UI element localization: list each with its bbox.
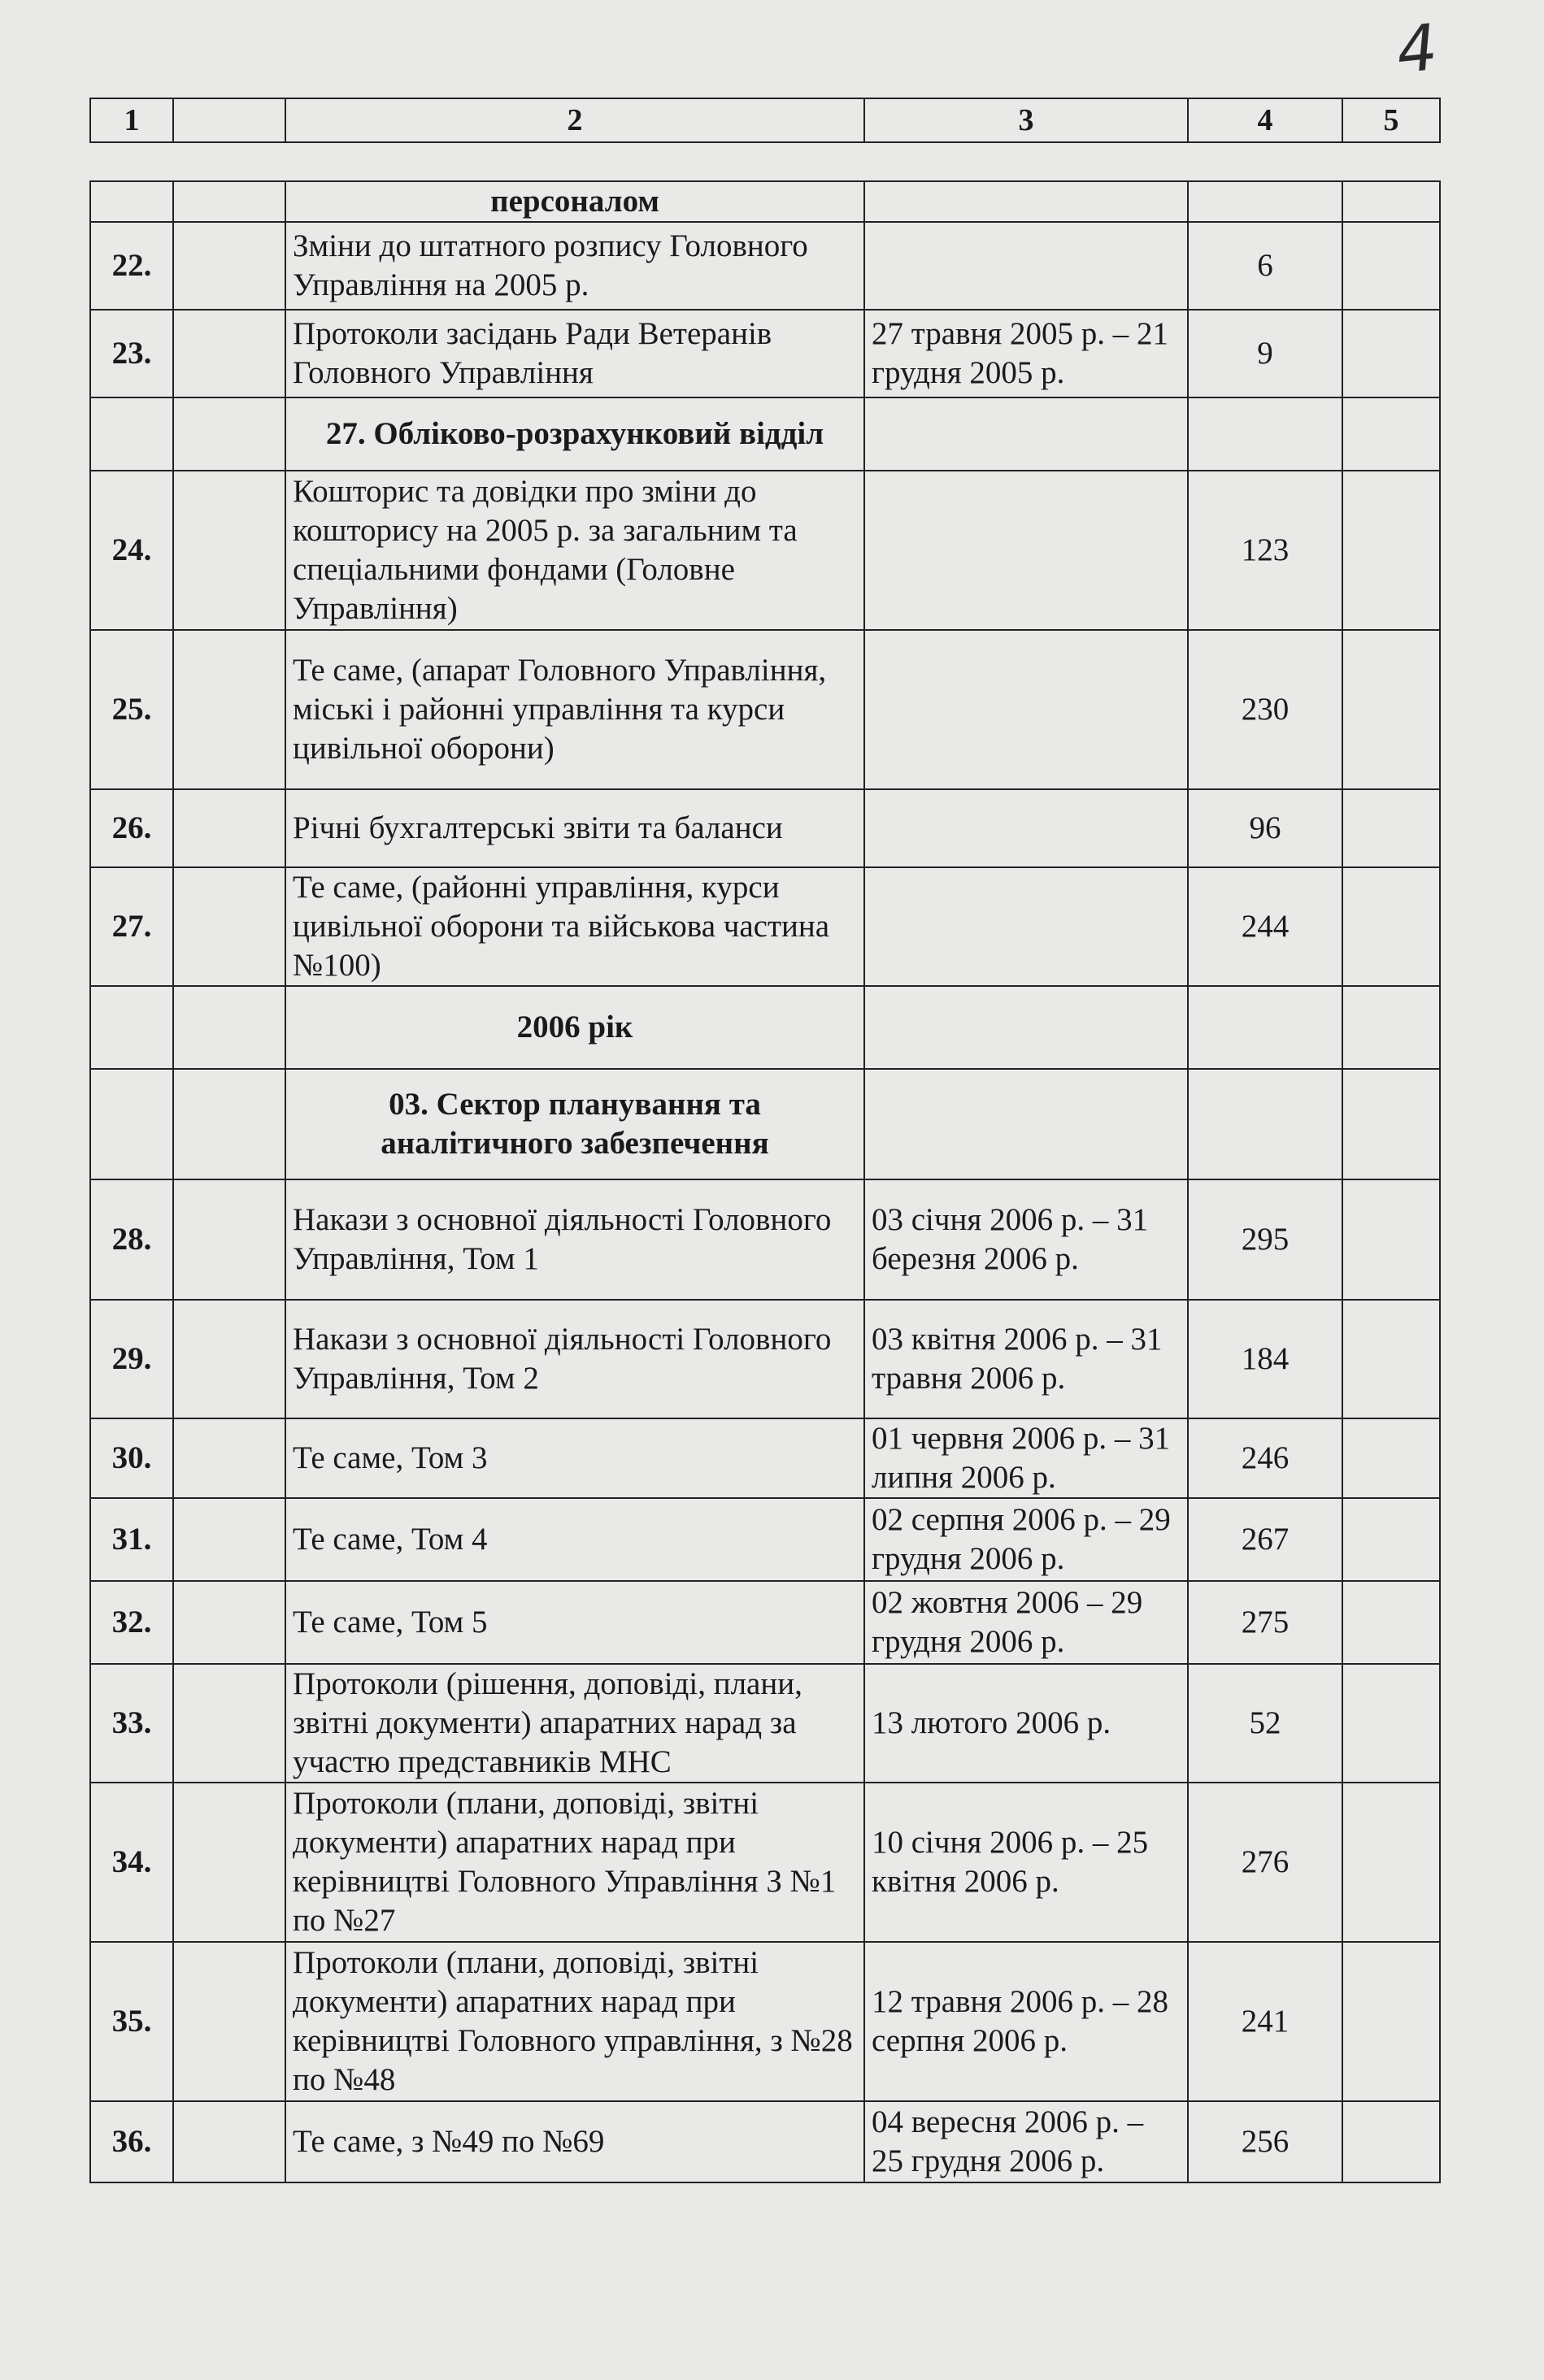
date-range: 12 травня 2006 р. – 28 серпня 2006 р. [864,1942,1188,2101]
date-range: 01 червня 2006 р. – 31 липня 2006 р. [864,1418,1188,1498]
column-header: 2 [285,98,864,142]
section-title: 27. Обліково-розрахунковий відділ [285,397,864,471]
table-row [90,1783,1440,1942]
inventory-table-body [90,181,1440,2182]
row-number: 30. [90,1418,173,1498]
empty-cell [90,397,173,471]
index-cell [173,1300,285,1418]
sheet-count: 123 [1188,471,1342,630]
empty-cell [1342,1069,1440,1179]
date-range: 02 серпня 2006 р. – 29 грудня 2006 р. [864,1498,1188,1581]
notes-cell [1342,1942,1440,2101]
document-title: Те саме, (районні управління, курси цивільної оборони та військова частина №100) [285,867,864,986]
inventory-table [89,180,1441,2183]
date-range: 13 лютого 2006 р. [864,1664,1188,1783]
date-range: 02 жовтня 2006 – 29 грудня 2006 р. [864,1581,1188,1664]
row-number: 35. [90,1942,173,2101]
sheet-count: 96 [1188,789,1342,867]
notes-cell [1342,1783,1440,1942]
sheet-count: 276 [1188,1783,1342,1942]
table-row [90,222,1440,310]
index-cell [173,1942,285,2101]
section-row [90,397,1440,471]
empty-cell [864,397,1188,471]
empty-cell [90,986,173,1069]
index-cell [173,222,285,310]
table-row [90,630,1440,789]
table-row [90,1581,1440,1664]
date-range [864,630,1188,789]
empty-cell [173,1069,285,1179]
column-header: 4 [1188,98,1342,142]
row-number: 27. [90,867,173,986]
section-title: персоналом [285,181,864,222]
table-row [90,1418,1440,1498]
table-row [90,471,1440,630]
table-row [90,1300,1440,1418]
document-title: Протоколи (рішення, доповіді, плани, звітні документи) апаратних нарад за участю представників МНС [285,1664,864,1783]
column-header: 3 [864,98,1188,142]
notes-cell [1342,630,1440,789]
document-title: Те саме, Том 4 [285,1498,864,1581]
sheet-count: 244 [1188,867,1342,986]
sheet-count: 9 [1188,310,1342,397]
document-title: Річні бухгалтерські звіти та баланси [285,789,864,867]
notes-cell [1342,2101,1440,2182]
section-row [90,986,1440,1069]
row-number: 26. [90,789,173,867]
empty-cell [1188,986,1342,1069]
notes-cell [1342,867,1440,986]
notes-cell [1342,1418,1440,1498]
notes-cell [1342,222,1440,310]
sheet-count: 241 [1188,1942,1342,2101]
section-row [90,181,1440,222]
empty-cell [864,986,1188,1069]
sheet-count: 6 [1188,222,1342,310]
sheet-count: 52 [1188,1664,1342,1783]
document-title: Накази з основної діяльності Головного Управління, Том 1 [285,1179,864,1300]
empty-cell [173,397,285,471]
document-title: Протоколи (плани, доповіді, звітні документи) апаратних нарад при керівництві Головного Управління З №1 по №27 [285,1783,864,1942]
notes-cell [1342,471,1440,630]
row-number: 22. [90,222,173,310]
document-title: Кошторис та довідки про зміни до кошторису на 2005 р. за загальним та спеціальними фондами (Головне Управління) [285,471,864,630]
index-cell [173,1581,285,1664]
date-range [864,867,1188,986]
sheet-count: 295 [1188,1179,1342,1300]
notes-cell [1342,310,1440,397]
table-row [90,867,1440,986]
index-cell [173,1664,285,1783]
date-range [864,222,1188,310]
sheet-count: 246 [1188,1418,1342,1498]
row-number: 29. [90,1300,173,1418]
row-number: 33. [90,1664,173,1783]
index-cell [173,2101,285,2182]
page-number: 4 [1393,11,1442,89]
index-cell [173,310,285,397]
sheet-count: 230 [1188,630,1342,789]
row-number: 24. [90,471,173,630]
document-title: Те саме, з №49 по №69 [285,2101,864,2182]
column-header: 1 [90,98,173,142]
document-title: Протоколи (плани, доповіді, звітні документи) апаратних нарад при керівництві Головного управління, з №28 по №48 [285,1942,864,2101]
notes-cell [1342,1179,1440,1300]
empty-cell [1188,1069,1342,1179]
document-title: Зміни до штатного розпису Головного Управління на 2005 р. [285,222,864,310]
date-range [864,471,1188,630]
column-header-blank [173,98,285,142]
section-title: 03. Сектор планування та аналітичного забезпечення [285,1069,864,1179]
index-cell [173,789,285,867]
date-range: 04 вересня 2006 р. – 25 грудня 2006 р. [864,2101,1188,2182]
row-number: 28. [90,1179,173,1300]
empty-cell [1342,397,1440,471]
column-header: 5 [1342,98,1440,142]
empty-cell [1188,397,1342,471]
row-number: 31. [90,1498,173,1581]
document-title: Те саме, Том 3 [285,1418,864,1498]
index-cell [173,867,285,986]
index-cell [173,1783,285,1942]
table-row [90,789,1440,867]
date-range [864,789,1188,867]
section-row [90,1069,1440,1179]
section-title: 2006 рік [285,986,864,1069]
notes-cell [1342,1300,1440,1418]
document-title: Те саме, Том 5 [285,1581,864,1664]
row-number: 23. [90,310,173,397]
index-cell [173,630,285,789]
index-cell [173,1498,285,1581]
document-title: Протоколи засідань Ради Ветеранів Головного Управління [285,310,864,397]
date-range: 03 квітня 2006 р. – 31 травня 2006 р. [864,1300,1188,1418]
empty-cell [864,1069,1188,1179]
document-title: Те саме, (апарат Головного Управління, міські і районні управління та курси цивільної оборони) [285,630,864,789]
sheet-count: 267 [1188,1498,1342,1581]
index-cell [173,471,285,630]
table-row [90,1942,1440,2101]
date-range: 27 травня 2005 р. – 21 грудня 2005 р. [864,310,1188,397]
table-row [90,310,1440,397]
column-header-row [89,98,1441,143]
empty-cell [173,986,285,1069]
empty-cell [1342,986,1440,1069]
empty-cell [90,1069,173,1179]
row-number: 36. [90,2101,173,2182]
notes-cell [1342,1581,1440,1664]
table-row [90,1664,1440,1783]
date-range: 10 січня 2006 р. – 25 квітня 2006 р. [864,1783,1188,1942]
table-row [90,1179,1440,1300]
date-range: 03 січня 2006 р. – 31 березня 2006 р. [864,1179,1188,1300]
row-number: 25. [90,630,173,789]
table-row [90,2101,1440,2182]
document-title: Накази з основної діяльності Головного Управління, Том 2 [285,1300,864,1418]
row-number: 34. [90,1783,173,1942]
table-row [90,1498,1440,1581]
row-number: 32. [90,1581,173,1664]
index-cell [173,1179,285,1300]
index-cell [173,1418,285,1498]
sheet-count: 256 [1188,2101,1342,2182]
notes-cell [1342,1664,1440,1783]
sheet-count: 184 [1188,1300,1342,1418]
notes-cell [1342,789,1440,867]
sheet-count: 275 [1188,1581,1342,1664]
notes-cell [1342,1498,1440,1581]
